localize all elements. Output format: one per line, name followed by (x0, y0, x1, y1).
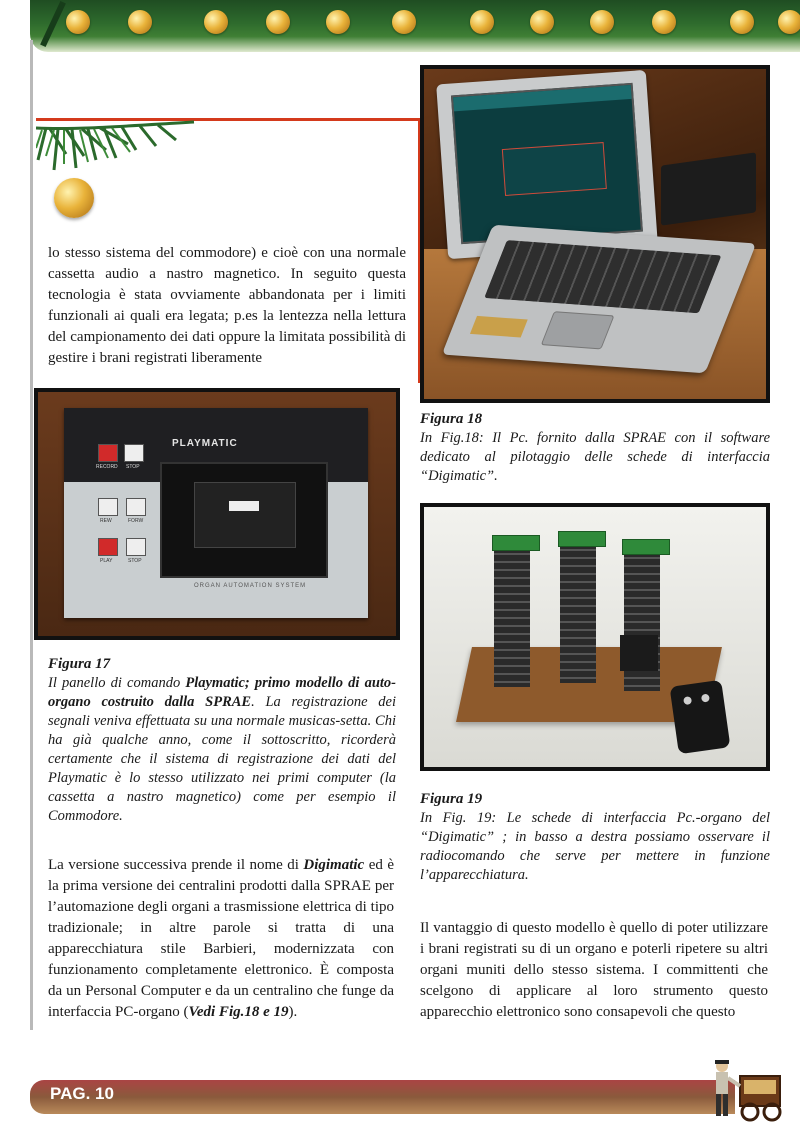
page-number: PAG. 10 (50, 1084, 114, 1103)
left-margin-rule (30, 40, 33, 1030)
footer-bar (30, 1080, 735, 1114)
figure-18-text: In Fig.18: Il Pc. fornito dalla SPRAE con il software dedicato al pilotaggio delle schede di interfaccia “Digimatic”. (420, 430, 770, 484)
figure-19-photo (420, 503, 770, 771)
figure-17-label: Figura 17 (48, 656, 111, 672)
figure-17-photo (34, 388, 400, 640)
rew-button-photo (98, 498, 118, 516)
christmas-ornament-icon (66, 10, 90, 34)
garland-icon (30, 0, 800, 52)
laptop-plate (470, 316, 528, 338)
christmas-ornament-icon (730, 10, 754, 34)
body-paragraph-advantage: Il vantaggio di questo modello è quello di poter utilizzare i brani registrati su di un organo e poterli ripetere su altri organi muniti dello stesso sistema. I committenti che scelgono di applicare al loro strumento questo apparecchio elettronico sono consapevoli che questo (420, 920, 768, 1020)
christmas-ornament-icon (530, 10, 554, 34)
cassette-deck (160, 462, 328, 578)
figure-17-caption (48, 655, 396, 826)
laptop-screen (451, 83, 643, 244)
figure-19-label: Figura 19 (420, 791, 483, 807)
figure-19-text: In Fig. 19: Le schede di interfaccia Pc.-organo del “Digimatic” ; in basso a destra possiamo osservare il radiocomando che serve per mettere in funzione l’apparecchiatura. (420, 810, 770, 883)
forw-label: FORW (128, 518, 144, 524)
laptop-touchpad (541, 311, 615, 349)
figure-17-bold: Playmatic; primo modello di auto-organo costruito dalla SPRAE (48, 675, 396, 710)
stop-label: STOP (126, 464, 140, 470)
christmas-ornament-icon (392, 10, 416, 34)
christmas-ornament-icon (326, 10, 350, 34)
stop-button-photo-2 (126, 538, 146, 556)
rew-label: REW (100, 518, 112, 524)
cassette-window (229, 501, 259, 511)
stop-button-photo (124, 444, 144, 462)
digimatic-middle: ed è la prima versione dei centralini prodotti dalla SPRAE per l’automazione degli organi a trasmissione elettrica di tipo tradizionale; in altre parole si tratta di una apparecchiatura stile Barbieri, modernizzata con funzionamento completamente elettronico. È composta da un Personal Computer e da un centralino che funge da interfaccia PC-organo ( (48, 857, 394, 1020)
figure-19-caption (420, 790, 770, 885)
figure-18-label: Figura 18 (420, 411, 483, 427)
transformer (620, 635, 658, 671)
organ-grinder-icon (706, 1056, 790, 1122)
body-paragraph-intro: lo stesso sistema del commodore) e cioè con una normale cassetta audio a nastro magnetico. In seguito questa tecnologia è stata ovviamente abbandonata per i limiti funzionali ai quali era legata; p.es la lentezza nella lettura del campionamento dei dati oppure la limitata possibilità di gestire i brani registrati liberamente (48, 245, 406, 366)
software-menu-bar (453, 85, 632, 111)
laptop-base (442, 225, 756, 374)
cassette (194, 482, 296, 548)
playmatic-panel (64, 408, 368, 618)
christmas-ornament-icon (54, 178, 94, 218)
christmas-ornament-icon (128, 10, 152, 34)
board-stack (560, 543, 596, 683)
figure-17-lead: Il panello di comando (48, 675, 186, 691)
radio-remote (670, 680, 731, 755)
board-green-top (622, 539, 670, 555)
board-green-top (492, 535, 540, 551)
figure-18-caption (420, 410, 770, 486)
christmas-ornament-icon (204, 10, 228, 34)
digimatic-end: ). (288, 1004, 298, 1020)
body-paragraph-digimatic (48, 855, 394, 1023)
remote-button (683, 696, 692, 705)
christmas-ornament-icon (652, 10, 676, 34)
remote-button (701, 694, 710, 703)
digimatic-figref: Vedi Fig.18 e 19 (188, 1004, 289, 1020)
digimatic-name: Digimatic (303, 857, 365, 873)
laptop-keyboard (484, 240, 721, 313)
forw-button-photo (126, 498, 146, 516)
figure-18-photo (420, 65, 770, 403)
christmas-ornament-icon (470, 10, 494, 34)
record-label: RECORD (96, 464, 118, 470)
digimatic-lead: La versione successiva prende il nome di (48, 857, 304, 873)
christmas-ornament-icon (778, 10, 800, 34)
board-stack (494, 547, 530, 687)
play-label: PLAY (100, 558, 113, 564)
record-button-photo (98, 444, 118, 462)
pine-needle (40, 1, 66, 47)
christmas-ornament-icon (266, 10, 290, 34)
figure-17-rest: . La registrazione dei segnali veniva effettuata su una normale musicas-setta. Chi ha già qualche anno, come il sottoscritto, ricorderà certamente che il sistema di registrazione dei dati del Playmatic è lo stesso utilizzato nei primi computer (la cassetta a nastro magnetico) come per esempio il Commodore. (48, 694, 396, 824)
stop-label-2: STOP (128, 558, 142, 564)
christmas-ornament-icon (590, 10, 614, 34)
organ-automation-label: ORGAN AUTOMATION SYSTEM (194, 583, 307, 589)
play-button-photo (98, 538, 118, 556)
board-green-top (558, 531, 606, 547)
software-dialog (502, 142, 607, 196)
playmatic-brand: PLAYMATIC (172, 438, 238, 449)
